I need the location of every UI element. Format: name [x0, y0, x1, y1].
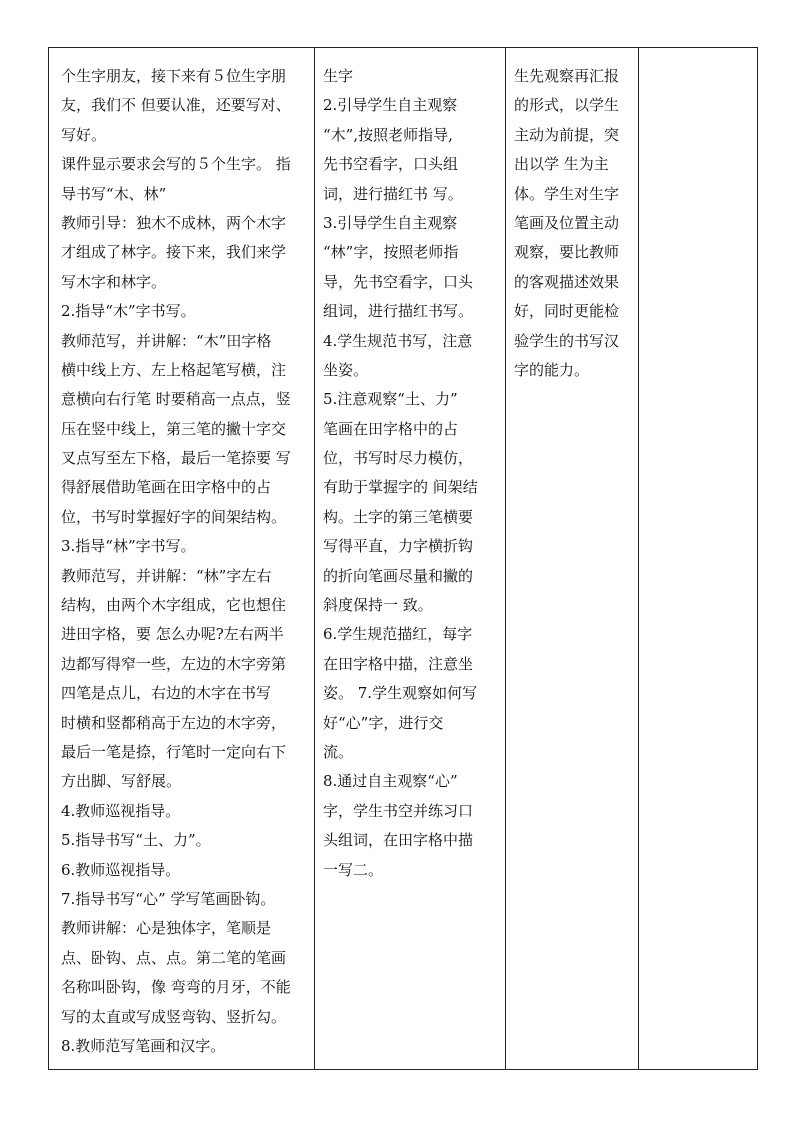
text-line: 的形式，以学生 — [514, 96, 620, 115]
text-line: 验学生的书写汉 — [514, 331, 620, 350]
text-line: 体。学生对生字 — [514, 184, 620, 203]
text-line: 教师范写，并讲解：“林”字左右 — [61, 566, 272, 585]
text-line: 位，书写时掌握好字的间架结构。 — [61, 507, 287, 526]
text-line: 3.引导学生自主观察 — [323, 213, 458, 232]
text-line: 个生字朋友，接下来有５位生字朋 — [61, 67, 287, 85]
text-line: 5.指导书写“土、力”。 — [61, 831, 211, 850]
text-line: 有助于掌握字的 间架结 — [323, 478, 478, 497]
design-intent-text — [514, 62, 632, 385]
text-line: 笔画及位置主动 — [514, 213, 620, 232]
text-line: 得舒展借助笔画在田字格中的占 — [61, 478, 272, 497]
text-line: 5.注意观察“土、力” — [323, 390, 458, 409]
text-line: 流。 — [323, 742, 354, 761]
text-line: 压在竖中线上，第三笔的撇十字交 — [61, 419, 287, 438]
text-line: 横中线上方、左上格起笔写横，注 — [61, 360, 287, 379]
text-line: 4.学生规范书写，注意 — [323, 331, 473, 350]
text-line: 8.教师范写笔画和汉字。 — [61, 1036, 226, 1055]
text-line: 2.指导“木”字书写。 — [61, 302, 196, 321]
text-line: 生先观察再汇报 — [514, 67, 620, 85]
text-line: 教师范写，并讲解：“木”田字格 — [61, 331, 272, 350]
text-line: 导，先书空看字，口头 — [323, 272, 474, 291]
text-line: 主动为前提，突 — [514, 125, 620, 144]
text-line: 组词，进行描红书写。 — [323, 302, 474, 321]
text-line: 坐姿。 — [323, 360, 369, 379]
text-line: 点、卧钩、点、点。第二笔的笔画 — [61, 948, 287, 967]
notes-cell — [639, 48, 758, 1070]
text-line: 生字 — [323, 67, 354, 85]
text-line: 在田字格中描，注意坐 — [323, 654, 474, 673]
teacher-activity-text — [61, 62, 301, 1061]
student-activity-cell — [315, 48, 506, 1070]
text-line: 意横向右行笔 时要稍高一点点，竖 — [61, 390, 291, 409]
text-line: 好，同时更能检 — [514, 302, 620, 321]
text-line: “林”字，按照老师指 — [323, 243, 459, 262]
text-line: 7.指导书写“心” 学写笔画卧钩。 — [61, 889, 276, 908]
text-line: 边都写得窄一些，左边的木字旁第 — [61, 654, 287, 673]
text-line: 好“心”字，进行交 — [323, 713, 444, 732]
text-line: 字，学生书空并练习口 — [323, 801, 474, 820]
text-line: 词，进行描红书 写。 — [323, 184, 463, 203]
text-line: 写木字和林字。 — [61, 272, 167, 291]
text-line: 构。土字的第三笔横要 — [323, 507, 474, 526]
text-line: 的客观描述效果 — [514, 272, 620, 291]
text-line: 写好。 — [61, 125, 107, 144]
text-line: 进田字格，要 怎么办呢?左右两半 — [61, 625, 284, 644]
text-line: 观察，要比教师 — [514, 243, 620, 262]
text-line: 姿。 7.学生观察如何写 — [323, 684, 478, 703]
text-line: 6.学生规范描红，每字 — [323, 625, 473, 644]
text-line: 写得平直，力字横折钩 — [323, 537, 474, 556]
text-line: 8.通过自主观察“心” — [323, 772, 458, 791]
text-line: 最后一笔是捺，行笔时一定向右下 — [61, 742, 287, 761]
text-line: 2.引导学生自主观察 — [323, 96, 458, 115]
text-line: 4.教师巡视指导。 — [61, 801, 181, 820]
text-line: 导书写“木、林” — [61, 184, 167, 203]
design-intent-cell — [506, 48, 639, 1070]
text-line: 写的太直或写成竖弯钩、竖折勾。 — [61, 1007, 287, 1026]
text-line: 笔画在田字格中的占 — [323, 419, 459, 438]
text-line: 的折向笔画尽量和撇的 — [323, 566, 474, 585]
text-line: 头组词，在田字格中描 — [323, 831, 474, 850]
text-line: 四笔是点儿，右边的木字在书写 — [61, 684, 272, 703]
text-line: 方出脚、写舒展。 — [61, 772, 182, 791]
text-line: 6.教师巡视指导。 — [61, 860, 181, 879]
text-line: 字的能力。 — [514, 360, 590, 379]
lesson-plan-table — [48, 47, 758, 1070]
text-line: 斜度保持一 致。 — [323, 596, 433, 615]
text-line: 叉点写至左下格，最后一笔捺要 写 — [61, 449, 291, 468]
text-line: 先书空看字，口头组 — [323, 155, 459, 174]
text-line: 时横和竖都稍高于左边的木字旁， — [61, 713, 287, 732]
text-line: 出以学 生为主 — [514, 155, 609, 174]
student-activity-text — [323, 62, 493, 885]
teacher-activity-cell — [49, 48, 315, 1070]
text-line: 一写二。 — [323, 860, 384, 879]
text-line: 结构，由两个木字组成，它也想住 — [61, 596, 287, 615]
text-line: 才组成了林字。接下来，我们来学 — [61, 243, 287, 262]
text-line: “木”,按照老师指导, — [323, 125, 453, 144]
text-line: 课件显示要求会写的５个生字。 指 — [61, 155, 291, 174]
text-line: 教师引导：独木不成林，两个木字 — [61, 213, 287, 232]
text-line: 名称叫卧钩，像 弯弯的月牙，不能 — [61, 978, 291, 997]
text-line: 3.指导“林”字书写。 — [61, 537, 196, 556]
text-line: 教师讲解：心是独体字，笔顺是 — [61, 919, 272, 938]
text-line: 位，书写时尽力模仿， — [323, 449, 474, 468]
text-line: 友，我们不 但要认准，还要写对、 — [61, 96, 291, 115]
table-row — [49, 48, 758, 1070]
